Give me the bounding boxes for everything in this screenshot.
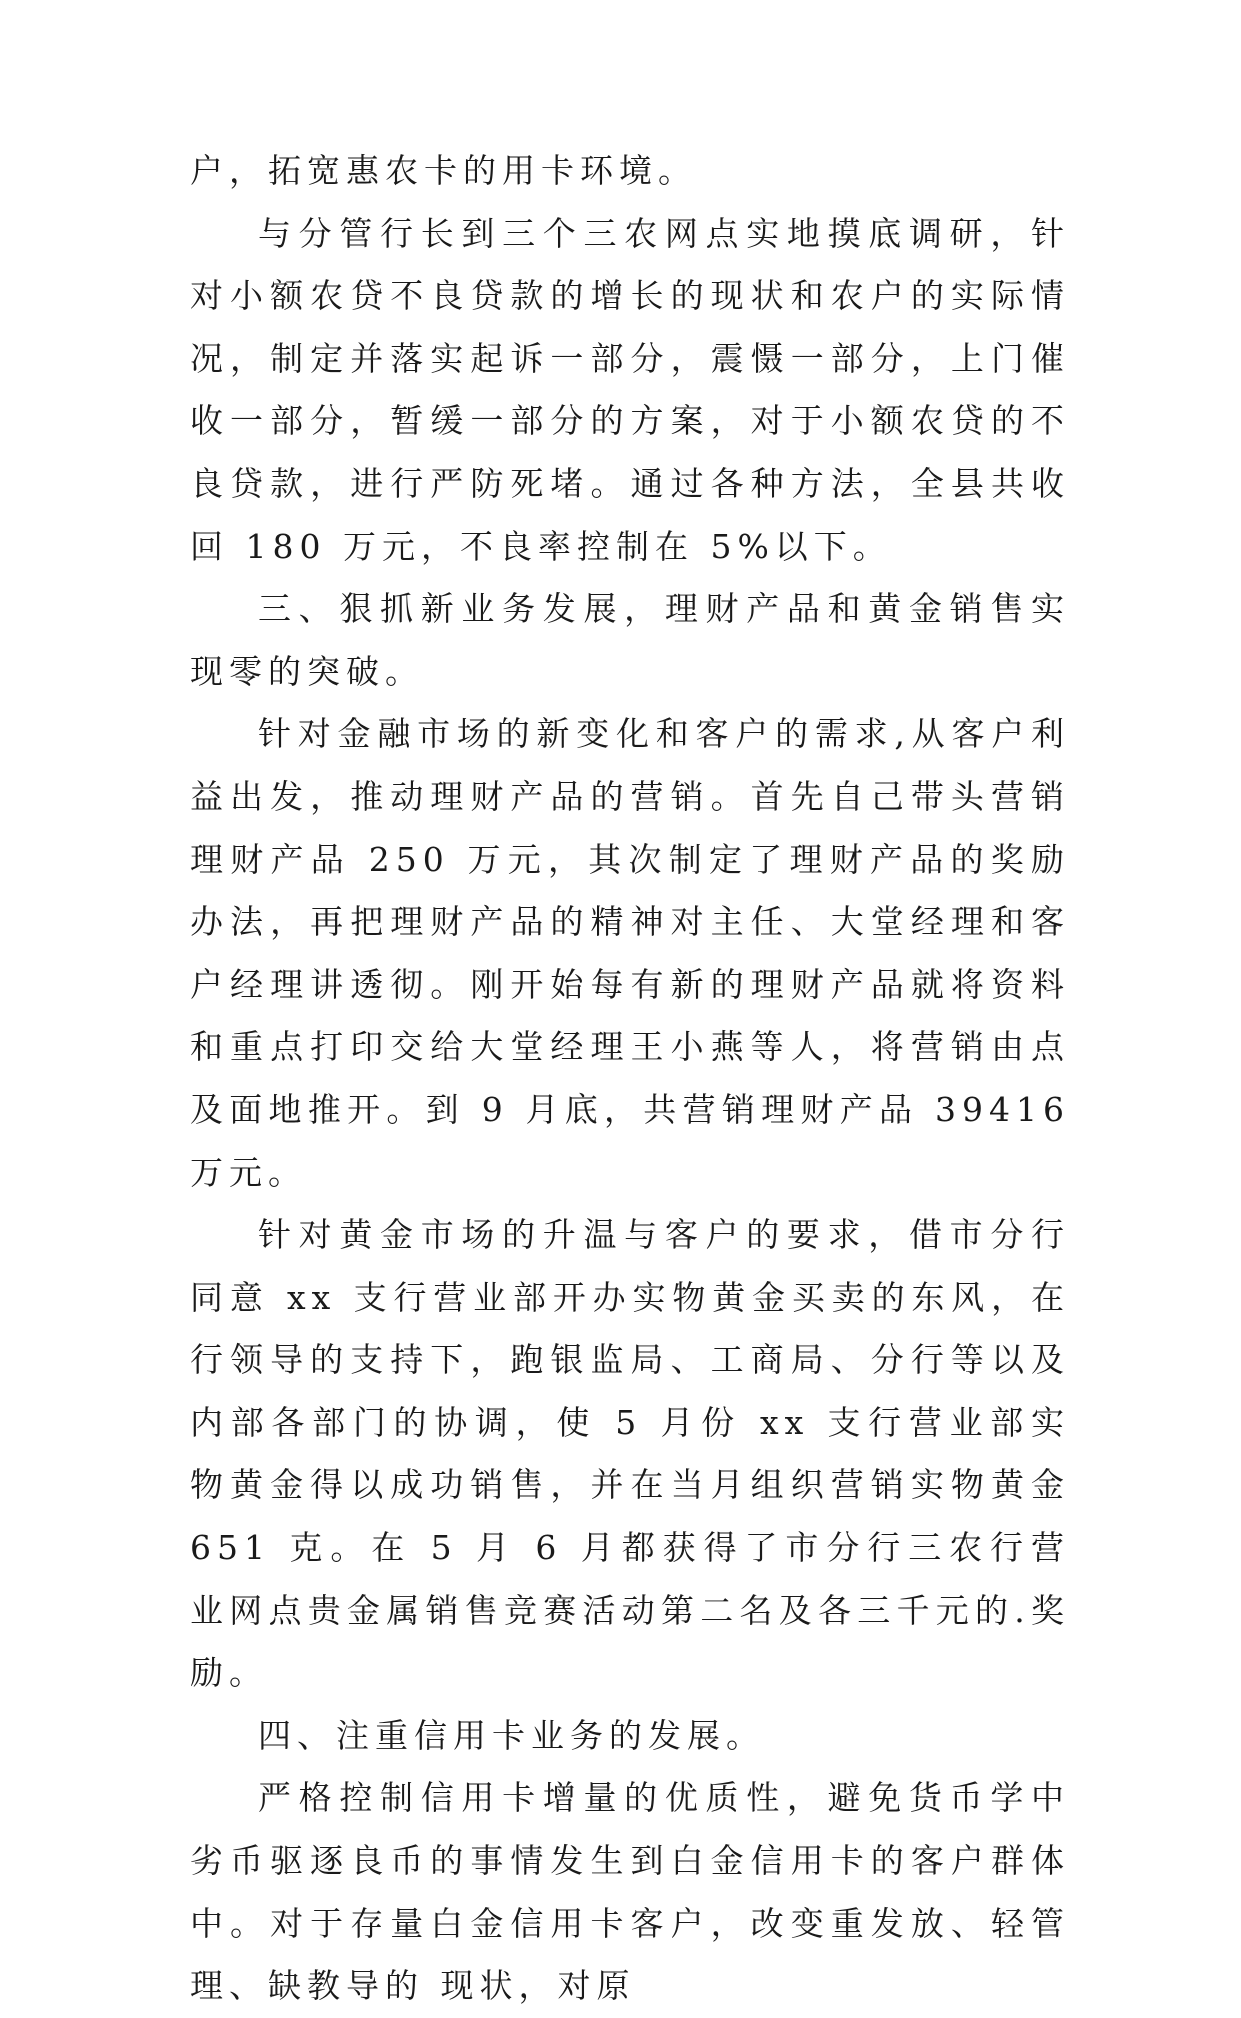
paragraph-credit-card: 严格控制信用卡增量的优质性，避免货币学中劣币驱逐良币的事情发生到白金信用卡的客户群体中。对于存量白金信用卡客户，改变重发放、轻管理、缺教导的 现状，对原 [190,1778,1070,2006]
document-page [190,140,1070,2018]
paragraph-loan-recovery: 与分管行长到三个三农网点实地摸底调研，针对小额农贷不良贷款的增长的现状和农户的实际情况，制定并落实起诉一部分，震慑一部分，上门催收一部分，暂缓一部分的方案，对于小额农贷的不良贷款，进行严防死堵。通过各种方法，全县共收回 180 万元，不良率控制在 5%以下。 [190,213,1070,566]
section-heading-credit-card: 四、注重信用卡业务的发展。 [258,1715,765,1755]
section-heading-new-business: 三、狠抓新业务发展，理财产品和黄金销售实现零的突破。 [190,589,1070,691]
paragraph-gold-sales: 针对黄金市场的升温与客户的要求，借市分行同意 xx 支行营业部开办实物黄金买卖的东风，在行领导的支持下，跑银监局、工商局、分行等以及内部各部门的协调，使 5 月份 xx 支行营业部实物黄金得以成功销售，并在当月组织营销实物黄金 651 克。在 5 月 6 月都获得了市分行三农行营业网点贵金属销售竞赛活动第二名及各三千元的.奖励。 [190,1215,1070,1693]
paragraph-wealth-products: 针对金融市场的新变化和客户的需求,从客户利益出发，推动理财产品的营销。首先自己带头营销理财产品 250 万元，其次制定了理财产品的奖励办法，再把理财产品的精神对主任、大堂经理和客户经理讲透彻。刚开始每有新的理财产品就将资料和重点打印交给大堂经理王小燕等人，将营销由点及面地推开。到 9 月底，共营销理财产品 39416 万元。 [190,714,1070,1192]
paragraph-continuation: 户，拓宽惠农卡的用卡环境。 [190,151,697,190]
